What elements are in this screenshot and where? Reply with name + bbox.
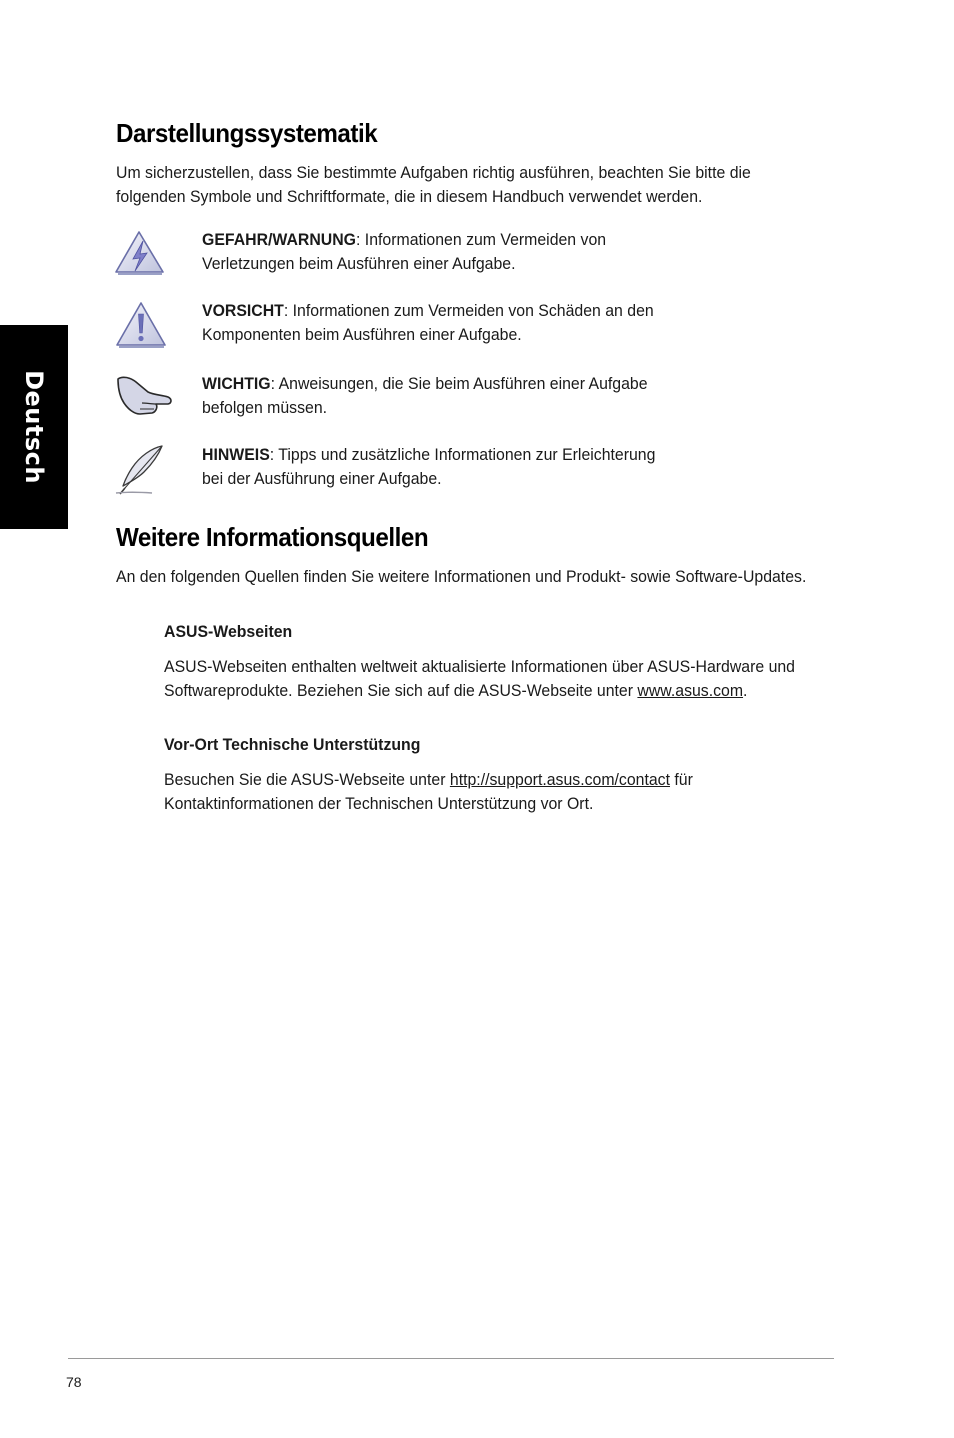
subsection-heading-vor-ort-support: Vor-Ort Technische Unterstützung xyxy=(164,736,421,754)
notice-note-line2: bei der Ausführung einer Aufgabe. xyxy=(202,469,442,488)
notice-note-label: HINWEIS xyxy=(202,446,270,464)
asus-webseiten-text: ASUS-Webseiten enthalten weltweit aktualisierte Informationen über ASUS-Hardware und Softwareprodukte. Beziehen Sie sich auf die ASUS-Webseite unter xyxy=(164,658,796,700)
notice-warning-text xyxy=(202,229,701,276)
section-title-darstellungssystematik: Darstellungssystematik xyxy=(116,118,378,148)
notice-warning xyxy=(112,229,732,285)
notice-important-line2: befolgen müssen. xyxy=(202,398,328,417)
notice-note xyxy=(112,444,732,500)
section2-intro: An den folgenden Quellen finden Sie weitere Informationen und Produkt- sowie Software-Updates. xyxy=(116,568,807,586)
notice-warning-line2: Verletzungen beim Ausführen einer Aufgabe. xyxy=(202,254,516,273)
support-text: Besuchen Sie die ASUS-Webseite unter xyxy=(164,771,450,789)
notice-warning-line1: : Informationen zum Vermeiden von xyxy=(356,231,607,249)
exclamation-caution-icon xyxy=(112,300,170,356)
language-side-tab xyxy=(0,325,68,529)
quill-pen-icon xyxy=(112,444,170,500)
subsection-body-vor-ort-support xyxy=(164,769,817,816)
subsection-heading-asus-webseiten: ASUS-Webseiten xyxy=(164,623,293,641)
support-text-end: für Kontaktinformationen der Technischen Unterstützung vor Ort. xyxy=(164,771,693,813)
subsection-body-asus-webseiten xyxy=(164,656,817,703)
lightning-warning-icon xyxy=(112,229,170,285)
notice-caution-label: VORSICHT xyxy=(202,302,284,320)
notice-important-label: WICHTIG xyxy=(202,375,271,393)
notice-caution xyxy=(112,300,732,356)
section-title-weitere-informationsquellen: Weitere Informationsquellen xyxy=(116,522,429,552)
asus-website-link[interactable]: www.asus.com xyxy=(637,681,744,700)
notice-note-text xyxy=(202,444,701,491)
page-number: 78 xyxy=(66,1374,82,1390)
notice-important-line1: : Anweisungen, die Sie beim Ausführen einer Aufgabe xyxy=(270,375,648,393)
notice-note-line1: : Tipps und zusätzliche Informationen zur Erleichterung xyxy=(269,446,656,464)
pointing-hand-icon xyxy=(112,373,170,429)
notice-caution-text xyxy=(202,300,701,347)
notice-warning-label: GEFAHR/WARNUNG xyxy=(202,231,357,249)
footer-divider xyxy=(68,1358,834,1359)
notice-caution-line2: Komponenten beim Ausführen einer Aufgabe. xyxy=(202,325,522,344)
notice-caution-line1: : Informationen zum Vermeiden von Schäden an den xyxy=(283,302,654,320)
language-tab-label: Deutsch xyxy=(20,370,48,484)
section1-intro: Um sicherzustellen, dass Sie bestimmte Aufgaben richtig ausführen, beachten Sie bitte die folgenden Symbole und Schriftformate, die in diesem Handbuch verwendet werden. xyxy=(116,164,751,206)
notice-important xyxy=(112,373,732,429)
asus-webseiten-text-end: . xyxy=(743,681,748,700)
support-contact-link[interactable]: http://support.asus.com/contact xyxy=(449,771,671,789)
notice-important-text xyxy=(202,373,701,420)
